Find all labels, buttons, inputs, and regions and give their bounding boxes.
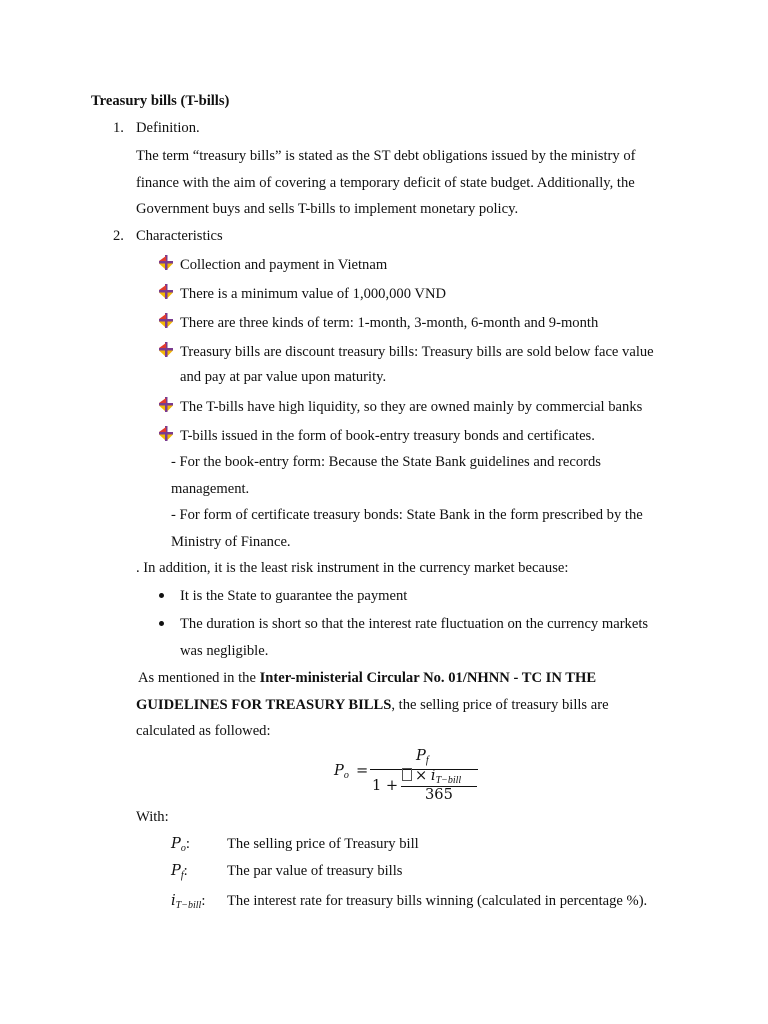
section-heading-definition: Definition. <box>136 120 200 136</box>
formula-inner-numerator: × $i_{T-bill}$ <box>402 767 461 790</box>
formula-equals: = <box>356 762 369 779</box>
definition-symbol-rate: $i_{T-bill}$: <box>171 892 206 911</box>
definition-line-1: The term “treasury bills” is stated as the ST debt obligations issued by the ministry of <box>136 148 636 164</box>
form-note-line-2: management. <box>171 481 250 497</box>
definition-text-po: The selling price of Treasury bill <box>227 836 419 852</box>
definition-line-2: finance with the aim of covering a temporary deficit of state budget. Additionally, the <box>136 175 635 191</box>
formula-lhs: $P_o$ <box>334 762 349 781</box>
characteristic-text: T-bills issued in the form of book-entry treasury bonds and certificates. <box>180 428 595 444</box>
characteristic-text: Treasury bills are discount treasury bills: Treasury bills are sold below face value <box>180 344 654 360</box>
form-note-line-1: - For the book-entry form: Because the State Bank guidelines and records <box>171 454 601 470</box>
circular-prefix: As mentioned in the <box>138 670 260 686</box>
characteristic-item <box>158 313 598 332</box>
pushpin-icon <box>158 426 174 442</box>
bullet-dot-icon <box>159 593 164 598</box>
characteristic-text: Collection and payment in Vietnam <box>180 257 388 273</box>
definition-symbol-po: $P_o$: <box>171 835 190 854</box>
definition-text-pf: The par value of treasury bills <box>227 863 403 879</box>
form-note-line-4: Ministry of Finance. <box>171 534 291 550</box>
characteristic-text: There is a minimum value of 1,000,000 VND <box>180 286 447 302</box>
section-heading-characteristics: Characteristics <box>136 228 223 244</box>
characteristic-item <box>158 342 654 361</box>
pushpin-icon <box>158 313 174 329</box>
section-number-1: 1. <box>113 120 124 136</box>
definition-line-3: Government buys and sells T-bills to implement monetary policy. <box>136 201 519 217</box>
circular-suffix: , the selling price of treasury bills are <box>391 697 609 713</box>
pushpin-icon <box>158 397 174 413</box>
document-title: Treasury bills (T-bills) <box>91 93 230 109</box>
characteristic-item <box>158 426 595 445</box>
characteristic-text: The T-bills have high liquidity, so they are owned mainly by commercial banks <box>180 399 643 415</box>
circular-line-2 <box>136 696 609 714</box>
definition-text-rate: The interest rate for treasury bills winning (calculated in percentage %). <box>227 893 648 909</box>
form-note-line-3: - For form of certificate treasury bonds: State Bank in the form prescribed by the <box>171 507 643 523</box>
characteristic-continuation: and pay at par value upon maturity. <box>180 369 387 385</box>
characteristic-item <box>158 255 387 274</box>
characteristic-text: There are three kinds of term: 1-month, 3-month, 6-month and 9-month <box>180 315 599 331</box>
pushpin-icon <box>158 255 174 271</box>
addition-line: . In addition, it is the least risk instrument in the currency market because: <box>136 560 569 576</box>
formula-one-plus: 1 + <box>372 777 399 794</box>
circular-line-1 <box>138 669 596 687</box>
characteristic-item <box>158 397 642 416</box>
reason-item: The duration is short so that the interest rate fluctuation on the currency markets <box>180 616 649 632</box>
formula-days: 365 <box>425 786 453 803</box>
characteristic-item <box>158 284 446 303</box>
with-label: With: <box>136 809 169 825</box>
reason-item: It is the State to guarantee the payment <box>180 588 408 604</box>
circular-title-part1: Inter-ministerial Circular No. 01/NHNN - TC IN THE <box>259 670 597 686</box>
reason-continuation: was negligible. <box>180 643 269 659</box>
pushpin-icon <box>158 342 174 358</box>
circular-title-part2: GUIDELINES FOR TREASURY BILLS <box>136 697 392 713</box>
bullet-dot-icon <box>159 621 164 626</box>
section-number-2: 2. <box>113 228 124 244</box>
formula-numerator: $P_f$ <box>416 747 429 766</box>
circular-line-3: calculated as followed: <box>136 723 271 739</box>
missing-glyph-icon <box>402 768 412 781</box>
pushpin-icon <box>158 284 174 300</box>
definition-symbol-pf: $P_f$: <box>171 862 188 881</box>
